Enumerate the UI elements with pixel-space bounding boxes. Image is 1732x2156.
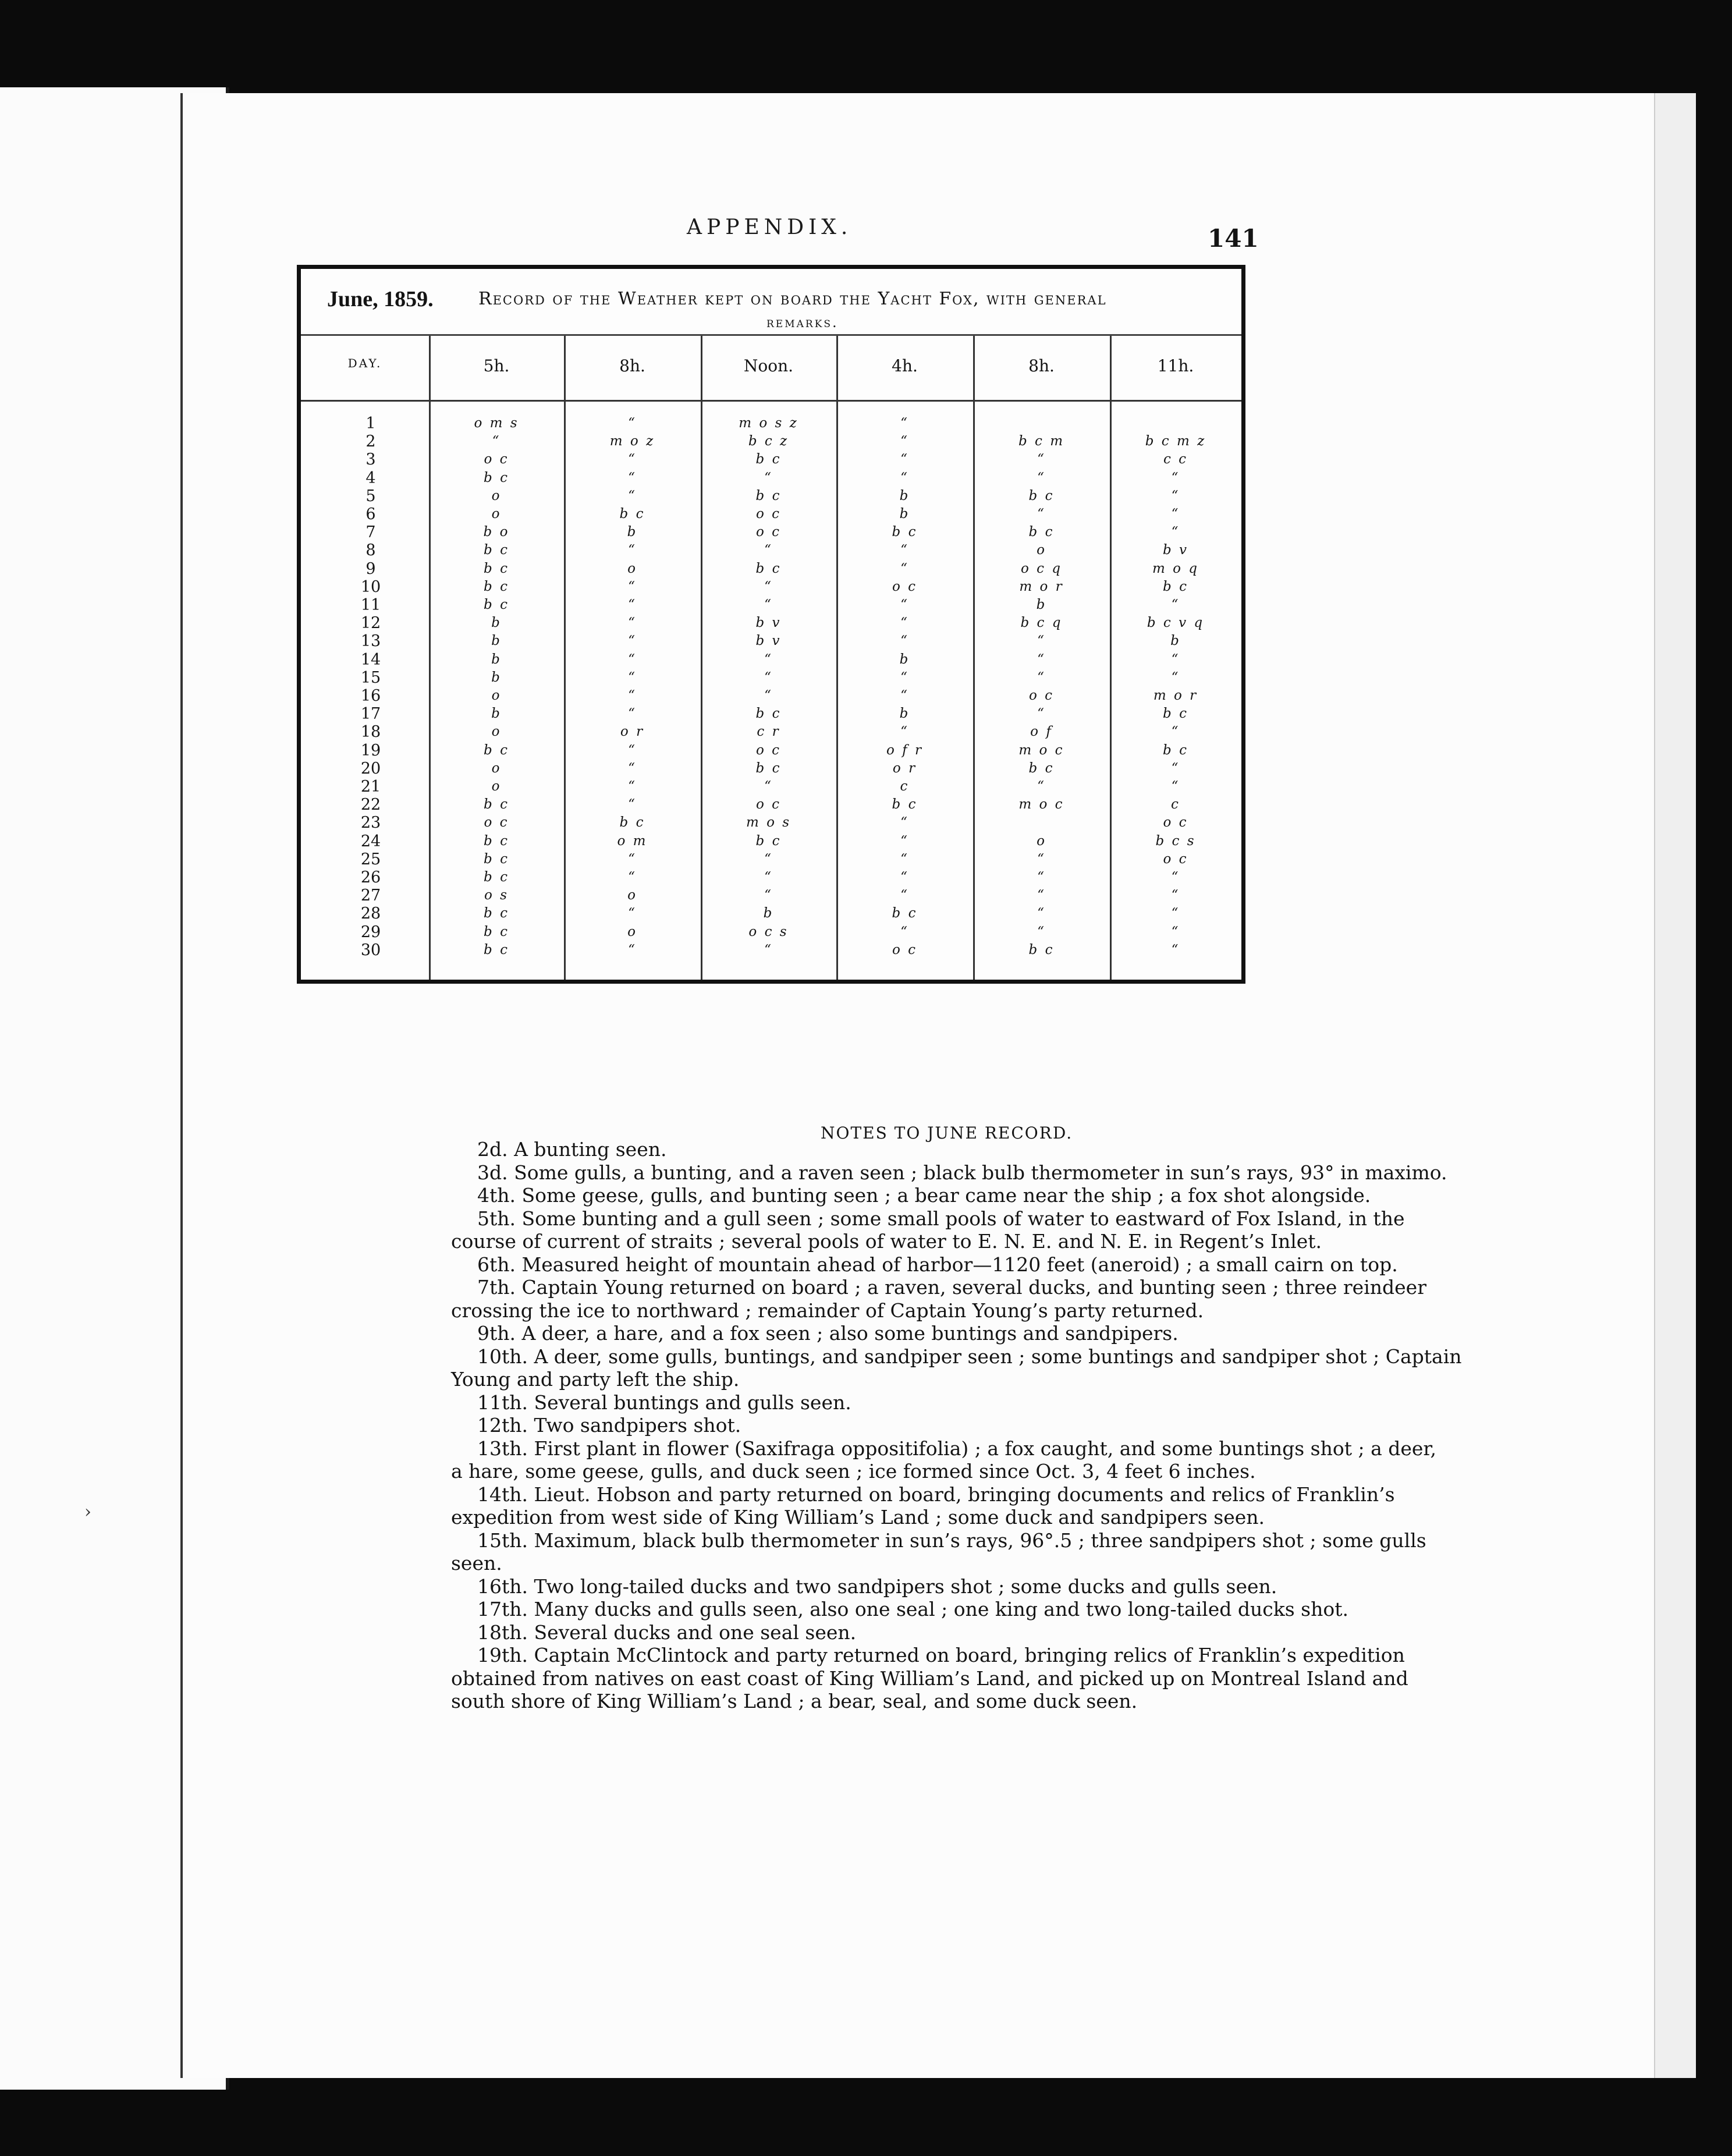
day-number: 19 [360,741,381,760]
weather-cell: b c [484,942,509,958]
weather-cell: b c [484,742,509,758]
header-rule [301,400,1241,402]
weather-cell: “ [628,615,637,631]
weather-cell: b c [484,851,509,867]
weather-cell: b c [484,561,509,576]
weather-cell: o [627,924,637,939]
weather-cell: b c [619,506,645,522]
weather-cell: o c [892,942,918,958]
weather-cell: o [491,724,502,740]
weather-cell: “ [1037,669,1046,685]
weather-cell: “ [1037,470,1046,485]
weather-cell: “ [764,779,773,794]
day-number: 28 [360,905,381,923]
weather-cell: “ [1171,597,1180,612]
note-line: 6th. Measured height of mountain ahead of harbor—1120 feet (aneroid) ; a small cairn on top. [477,1253,1398,1276]
day-number: 5 [365,487,376,505]
day-number: 24 [360,832,381,850]
weather-cell: “ [628,633,637,649]
weather-cell: “ [764,597,773,612]
column-rule [564,336,566,980]
note-line: 12th. Two sandpipers shot. [477,1414,741,1437]
weather-cell: “ [1171,724,1180,740]
weather-cell: o c s [748,924,789,939]
note-line: crossing the ice to northward ; remainder of Captain Young’s party returned. [451,1299,1204,1322]
weather-cell: o r [620,724,645,740]
weather-cell: o c [892,579,918,594]
weather-cell: “ [764,942,773,958]
weather-cell: “ [900,542,909,558]
weather-cell: “ [628,760,637,776]
weather-cell: “ [1171,524,1180,540]
weather-cell: c c [1163,452,1188,467]
weather-cell: b [491,633,502,649]
weather-cell: “ [900,416,909,431]
weather-cell: “ [900,724,909,740]
day-number: 2 [365,432,376,451]
day-number: 13 [360,632,381,651]
weather-cell: “ [628,579,637,594]
weather-cell: “ [628,742,637,758]
weather-cell: o c [755,524,782,540]
weather-cell: “ [1171,651,1180,667]
weather-cell: b o [483,524,510,540]
weather-cell: “ [628,688,637,703]
weather-cell: “ [900,633,909,649]
weather-cell: “ [628,669,637,685]
day-number: 14 [360,650,381,669]
column-rule [429,336,431,980]
weather-cell: b v [755,633,782,649]
note-line: 18th. Several ducks and one seal seen. [477,1620,857,1644]
weather-cell: m o s [746,815,792,831]
weather-cell: b c [484,833,509,849]
day-number: 12 [360,614,381,633]
weather-cell: b [899,506,910,522]
note-line: 16th. Two long-tailed ducks and two sandpipers shot ; some ducks and gulls seen. [477,1575,1277,1598]
weather-cell: “ [1037,851,1046,867]
weather-cell: b c [484,470,509,485]
weather-cell: b [491,669,502,685]
weather-cell: “ [492,434,501,449]
margin-mark: › [84,1502,91,1522]
column-header-5h: 5h. [483,356,510,375]
weather-cell: “ [900,452,909,467]
day-number: 10 [360,577,381,596]
weather-cell: m o z [609,434,655,449]
column-rule [836,336,838,980]
weather-cell: “ [1171,506,1180,522]
weather-cell: b c [619,815,645,831]
weather-cell: b c v q [1147,615,1205,631]
weather-cell: “ [900,615,909,631]
note-line: 13th. First plant in flower (Saxifraga oppositifolia) ; a fox caught, and some buntings shot ; a deer, [477,1437,1437,1460]
weather-cell: c [900,779,910,794]
note-line: Young and party left the ship. [451,1368,740,1391]
note-line: obtained from natives on east coast of King William’s Land, and picked up on Montreal Island and [451,1666,1408,1690]
weather-cell: b [1036,597,1047,612]
weather-cell: “ [628,942,637,958]
weather-cell: “ [900,924,909,939]
weather-cell: “ [1037,924,1046,939]
column-rule [1110,336,1112,980]
weather-cell: o f [1030,724,1053,740]
weather-cell: o m s [474,416,519,431]
weather-cell: “ [628,470,637,485]
weather-cell: “ [1037,906,1046,921]
weather-cell: b c [484,906,509,921]
weather-cell: b [491,651,502,667]
weather-cell: b c [1163,579,1188,594]
weather-cell: b c [1163,706,1188,722]
weather-cell: m o r [1153,688,1198,703]
weather-cell: o [1037,542,1046,558]
weather-cell: “ [764,542,773,558]
page-edge [1654,93,1696,2078]
weather-cell: b [491,706,502,722]
weather-cell: b c [755,452,782,467]
weather-cell: o [491,688,502,703]
weather-cell: b c [484,924,509,939]
page-number: 141 [1208,224,1259,253]
day-number: 11 [360,596,381,614]
note-line: 7th. Captain Young returned on board ; a raven, several ducks, and bunting seen ; three reindeer [477,1276,1426,1299]
day-number: 20 [360,759,381,778]
weather-cell: b c [755,706,782,722]
weather-record-table [297,265,1245,984]
weather-cell: o c [755,742,782,758]
weather-cell: o c [1028,688,1055,703]
weather-cell: “ [628,597,637,612]
note-line: 10th. A deer, some gulls, buntings, and sandpiper seen ; some buntings and sandpiper shot ; Captain [477,1345,1462,1368]
weather-cell: b c [892,524,918,540]
weather-cell: b [763,906,774,921]
day-number: 22 [360,796,381,814]
note-line: course of current of straits ; several pools of water to E. N. E. and N. E. in Regent’s Inlet. [451,1230,1322,1253]
weather-cell: “ [900,561,909,576]
weather-cell: o c [1163,851,1188,867]
table-title-continued: remarks. [766,314,839,331]
weather-cell: b c q [1020,615,1063,631]
day-number: 1 [365,414,376,432]
weather-cell: “ [1171,669,1180,685]
weather-cell: “ [764,651,773,667]
weather-cell: “ [1171,906,1180,921]
weather-cell: b c [892,906,918,921]
weather-cell: b c m [1018,434,1065,449]
day-number: 23 [360,814,381,832]
weather-cell: b c [1028,488,1055,503]
weather-cell: c [1171,797,1180,813]
weather-cell: b c z [748,434,789,449]
weather-cell: b c [1163,742,1188,758]
weather-cell: b [899,706,910,722]
weather-cell: “ [628,779,637,794]
column-rule [701,336,702,980]
weather-cell: “ [1037,888,1046,903]
weather-cell: o c [484,815,509,831]
day-number: 30 [360,941,381,959]
weather-cell: b [491,615,502,631]
day-number: 6 [365,505,376,523]
day-number: 25 [360,850,381,868]
weather-cell: m o q [1152,561,1199,576]
day-number: 18 [360,723,381,742]
weather-cell: “ [1171,870,1180,885]
weather-cell: b c [484,870,509,885]
running-head: APPENDIX. [687,215,853,239]
weather-cell: b c m z [1145,434,1206,449]
weather-cell: m o s z [739,416,798,431]
weather-cell: “ [1037,633,1046,649]
weather-cell: b c [755,833,782,849]
weather-cell: “ [628,706,637,722]
weather-cell: b v [1162,542,1189,558]
note-line: 4th. Some geese, gulls, and bunting seen ; a bear came near the ship ; a fox shot alongside. [477,1184,1371,1207]
day-number: 15 [360,668,381,687]
weather-cell: o c [1163,815,1188,831]
weather-cell: “ [1171,924,1180,939]
day-number: 8 [365,541,376,560]
weather-cell: “ [628,651,637,667]
weather-cell: b c [1028,942,1055,958]
note-line: south shore of King William’s Land ; a bear, seal, and some duck seen. [451,1690,1138,1712]
weather-cell: “ [1171,470,1180,485]
weather-cell: b [1170,633,1181,649]
note-line: a hare, some geese, gulls, and duck seen ; ice formed since Oct. 3, 4 feet 6 inches. [451,1460,1256,1483]
weather-cell: b c [484,542,509,558]
weather-cell: o [491,779,502,794]
weather-cell: “ [1171,760,1180,776]
weather-cell: b c [755,561,782,576]
day-number: 21 [360,778,381,796]
day-number: 4 [365,469,376,487]
weather-cell: b v [755,615,782,631]
weather-cell: “ [764,851,773,867]
weather-cell: o c q [1020,561,1063,576]
note-line: 17th. Many ducks and gulls seen, also one seal ; one king and two long-tailed ducks shot. [477,1598,1348,1620]
weather-cell: “ [764,870,773,885]
note-line: 14th. Lieut. Hobson and party returned on board, bringing documents and relics of Franklin’s [477,1483,1395,1506]
weather-cell: b c [484,579,509,594]
weather-cell: “ [628,542,637,558]
weather-cell: m o c [1018,797,1064,813]
weather-cell: “ [900,888,909,903]
weather-cell: c r [757,724,780,740]
weather-cell: “ [764,579,773,594]
weather-cell: “ [1037,779,1046,794]
weather-cell: “ [1037,506,1046,522]
weather-cell: o [627,888,637,903]
weather-cell: o [491,760,502,776]
note-line: seen. [451,1552,502,1575]
note-line: 3d. Some gulls, a bunting, and a raven seen ; black bulb thermometer in sun’s rays, 93° in maximo. [477,1161,1447,1184]
weather-cell: o r [892,760,917,776]
weather-cell: b [899,651,910,667]
note-line: 5th. Some bunting and a gull seen ; some small pools of water to eastward of Fox Island, in the [477,1207,1405,1230]
column-header-day: DAY. [347,356,382,370]
note-line: 11th. Several buntings and gulls seen. [477,1391,851,1414]
weather-cell: m o r [1019,579,1064,594]
weather-cell: o f r [886,742,923,758]
weather-cell: “ [900,870,909,885]
note-line: expedition from west side of King William’s Land ; some duck and sandpipers seen. [451,1506,1265,1529]
weather-cell: b c [484,797,509,813]
column-header-8h: 8h. [619,356,645,375]
weather-cell: “ [764,470,773,485]
weather-cell: o c [484,452,509,467]
weather-cell: o [491,488,502,503]
weather-cell: b [627,524,638,540]
weather-cell: b [899,488,910,503]
weather-cell: “ [1037,870,1046,885]
weather-cell: “ [900,688,909,703]
weather-cell: o s [484,888,509,903]
weather-cell: o m [617,833,648,849]
weather-cell: m o c [1018,742,1064,758]
day-number: 27 [360,886,381,905]
weather-cell: “ [900,669,909,685]
table-title: Record of the Weather kept on board the Yacht Fox, with general [478,289,1107,309]
weather-cell: “ [1037,651,1046,667]
weather-cell: b c [1028,760,1055,776]
weather-cell: “ [764,688,773,703]
weather-cell: o [627,561,637,576]
day-number: 3 [365,451,376,469]
weather-cell: o c [755,797,782,813]
weather-cell: b c [892,797,918,813]
weather-cell: “ [628,416,637,431]
note-line: 19th. Captain McClintock and party returned on board, bringing relics of Franklin’s expedition [477,1644,1405,1666]
weather-cell: “ [900,833,909,849]
weather-cell: “ [900,434,909,449]
column-header-8h-evening: 8h. [1028,356,1055,375]
weather-cell: “ [628,870,637,885]
weather-cell: b c [484,597,509,612]
day-number: 26 [360,868,381,886]
day-number: 7 [365,523,376,542]
weather-cell: “ [1171,888,1180,903]
weather-cell: “ [764,888,773,903]
weather-cell: “ [1171,488,1180,503]
note-line: 9th. A deer, a hare, and a fox seen ; also some buntings and sandpipers. [477,1322,1179,1345]
table-heading [301,269,1241,336]
column-header-4h: 4h. [892,356,918,375]
weather-cell: “ [628,851,637,867]
weather-cell: “ [1037,452,1046,467]
day-number: 9 [365,559,376,578]
weather-cell: “ [900,597,909,612]
note-line: 15th. Maximum, black bulb thermometer in sun’s rays, 96°.5 ; three sandpipers shot ; some gulls [477,1529,1426,1552]
weather-cell: “ [628,488,637,503]
weather-cell: b c [755,760,782,776]
weather-cell: “ [628,906,637,921]
note-line: 2d. A bunting seen. [477,1138,667,1161]
weather-cell: b c s [1155,833,1196,849]
day-number: 17 [360,705,381,724]
table-date: June, 1859. [327,287,434,311]
column-rule [973,336,975,980]
weather-cell: “ [628,452,637,467]
day-number: 29 [360,923,381,941]
notes-title: NOTES TO JUNE RECORD. [821,1123,1073,1143]
weather-cell: o [1037,833,1046,849]
weather-cell: “ [628,797,637,813]
weather-cell: “ [900,815,909,831]
weather-cell: o c [755,506,782,522]
weather-cell: “ [900,470,909,485]
weather-cell: b c [1028,524,1055,540]
weather-cell: b c [755,488,782,503]
weather-cell: “ [900,851,909,867]
weather-cell: “ [1171,942,1180,958]
weather-cell: “ [1171,779,1180,794]
day-number: 16 [360,687,381,705]
weather-cell: “ [1037,706,1046,722]
weather-cell: “ [764,669,773,685]
column-header-11h: 11h. [1157,356,1194,375]
column-header-noon: Noon. [743,356,794,375]
weather-cell: o [491,506,502,522]
